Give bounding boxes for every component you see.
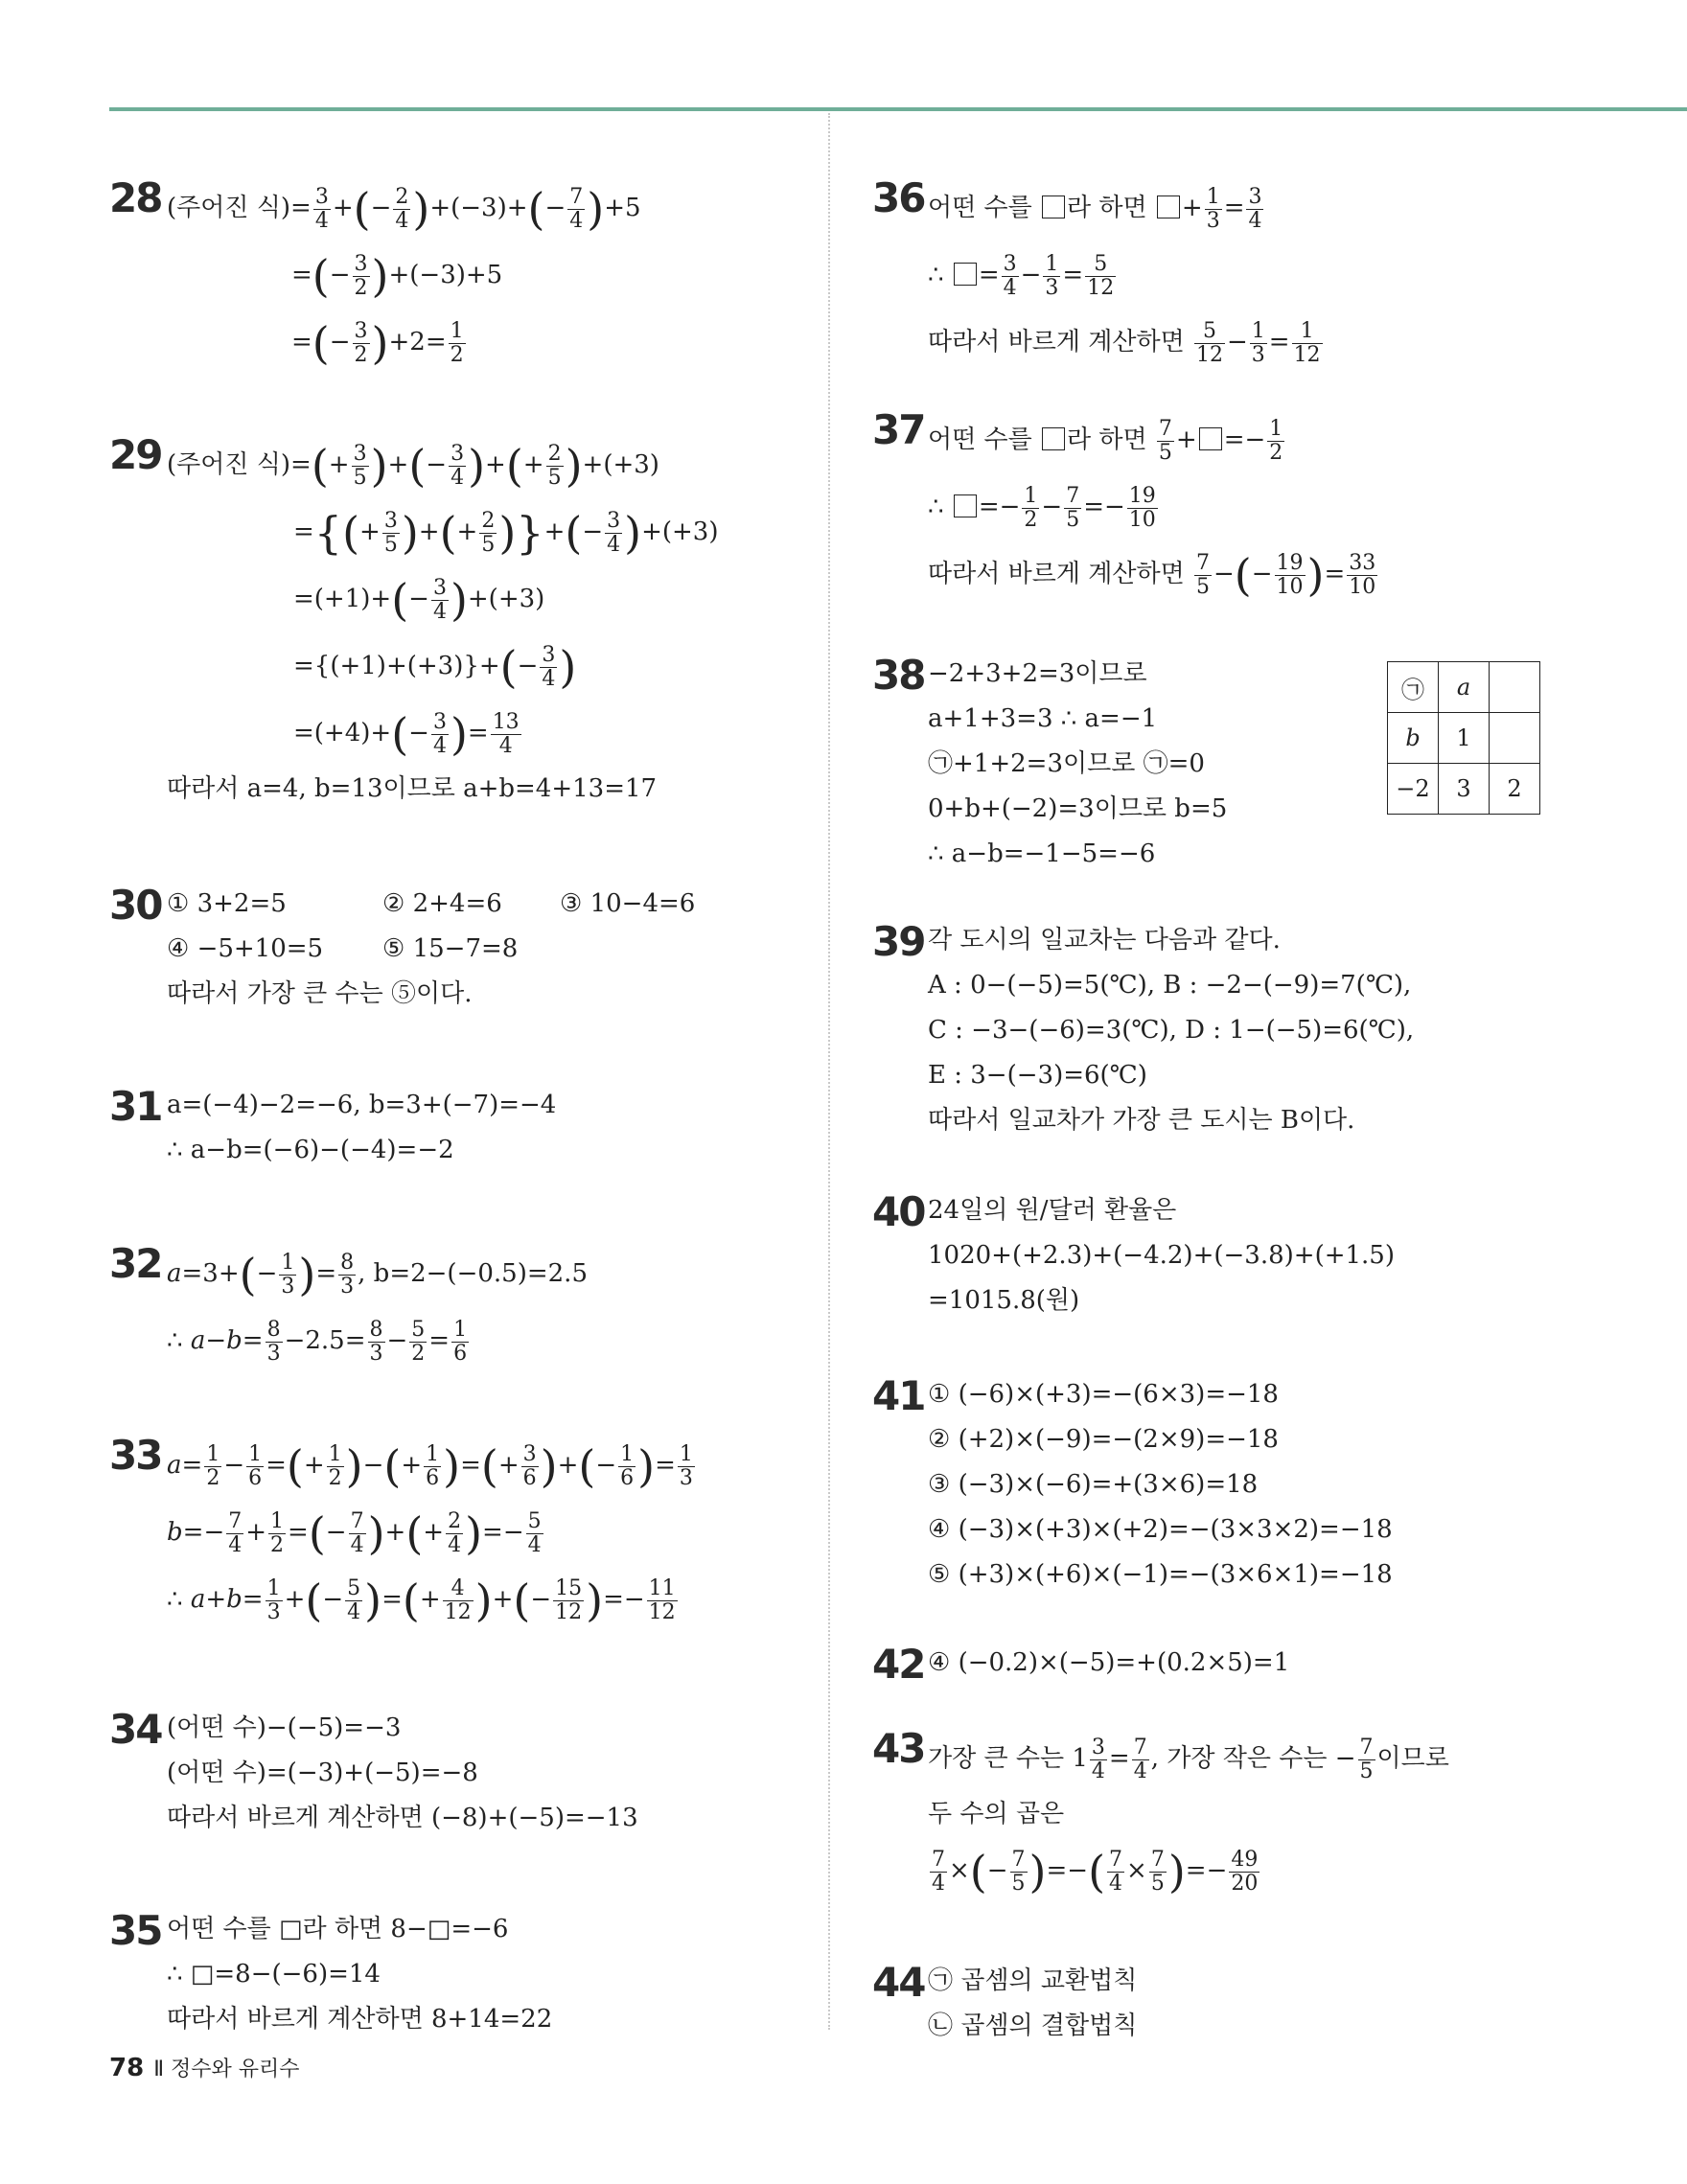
solution-line: 어떤 수를 라 하면 + $\frac{1}{3}$ = $\frac{3}{4}$ xyxy=(928,185,1262,233)
solution-line: ∴ a−b=(−6)−(−4)=−2 xyxy=(167,1136,454,1164)
solution-line: a=3+(− $\frac{1}{3}$ )= $\frac{8}{3}$ , b=2−(−0.5)=2.5 xyxy=(167,1249,588,1300)
solution-line: ∴ a+b= $\frac{1}{3}$ +(− $\frac{5}{4}$ )=(+ $\frac{4}{12}$ )+(− $\frac{15}{12}$ )=− $\frac{11}{12}$ xyxy=(167,1575,676,1626)
page-number: 78 xyxy=(109,2054,145,2082)
solution-line: ={(+ $\frac{3}{5}$ )+(+ $\frac{2}{5}$ )}+(− $\frac{3}{4}$ )+(+3) xyxy=(293,507,719,559)
grid-cell: 3 xyxy=(1439,764,1490,815)
grid-cell: b xyxy=(1388,713,1439,764)
page-footer xyxy=(109,2053,300,2082)
solution-line: ∴ a−b= $\frac{8}{3}$ −2.5= $\frac{8}{3}$ − $\frac{5}{2}$ = $\frac{1}{6}$ xyxy=(167,1318,468,1366)
solution-line: (주어진 식)= $\frac{3}{4}$ +(− $\frac{2}{4}$ )+(−3)+(− $\frac{7}{4}$ )+5 xyxy=(167,183,641,235)
solution-line: 각 도시의 일교차는 다음과 같다. xyxy=(928,926,1281,954)
top-rule xyxy=(109,107,1687,111)
problem-number: 30 xyxy=(109,882,162,929)
solution-line: =(− $\frac{3}{2}$ )+2= $\frac{1}{2}$ xyxy=(291,317,464,369)
blank-box xyxy=(1157,195,1180,218)
blank-box xyxy=(1199,427,1222,450)
grid-cell xyxy=(1490,662,1540,713)
solution-conclusion: 따라서 바르게 계산하면 $\frac{7}{5}$ −(− $\frac{19}{10}$ )= $\frac{33}{10}$ xyxy=(928,549,1376,601)
solution-line: ① (−6)×(+3)=−(6×3)=−18 xyxy=(928,1380,1279,1409)
blank-box xyxy=(954,263,977,286)
solution-line: =(+4)+(− $\frac{3}{4}$ )= $\frac{13}{4}$ xyxy=(293,708,520,760)
solution-line: ∴ □=8−(−6)=14 xyxy=(167,1960,381,1989)
solution-line: 어떤 수를 라 하면 $\frac{7}{5}$ + =− $\frac{1}{2}$ xyxy=(928,417,1283,465)
solution-line: C : −3−(−6)=3(℃), D : 1−(−5)=6(℃), xyxy=(928,1016,1415,1045)
column-divider xyxy=(828,113,830,2030)
problem-number: 31 xyxy=(109,1083,162,1130)
grid-cell: ㉠ xyxy=(1388,662,1439,713)
solution-line: 1020+(+2.3)+(−4.2)+(−3.8)+(+1.5) xyxy=(928,1241,1395,1270)
solution-line: a+1+3=3 ∴ a=−1 xyxy=(928,704,1158,733)
magic-square-grid xyxy=(1387,661,1540,815)
solution-line: a= $\frac{1}{2}$ − $\frac{1}{6}$ =(+ $\frac{1}{2}$ )−(+ $\frac{1}{6}$ )=(+ $\frac{3}{6}$ )+(− $\frac{1}{6}$ )= $\frac{1}{3}$ xyxy=(167,1440,693,1492)
solution-line: A : 0−(−5)=5(℃), B : −2−(−9)=7(℃), xyxy=(928,971,1412,1000)
blank-box xyxy=(1042,195,1065,218)
solution-line: E : 3−(−3)=6(℃) xyxy=(928,1061,1147,1090)
problem-number: 37 xyxy=(872,406,925,453)
solution-conclusion: 따라서 일교차가 가장 큰 도시는 B이다. xyxy=(928,1106,1355,1135)
solution-conclusion: 따라서 바르게 계산하면 $\frac{5}{12}$ − $\frac{1}{3}$ = $\frac{1}{12}$ xyxy=(928,319,1321,367)
blank-box xyxy=(954,494,977,517)
solution-line: (주어진 식)=(+ $\frac{3}{5}$ )+(− $\frac{3}{4}$ )+(+ $\frac{2}{5}$ )+(+3) xyxy=(167,440,659,492)
solution-line: ㉠ 곱셈의 교환법칙 xyxy=(928,1966,1138,1995)
problem-number: 33 xyxy=(109,1432,162,1479)
solution-line: 0+b+(−2)=3이므로 b=5 xyxy=(928,794,1228,823)
grid-cell: a xyxy=(1439,662,1490,713)
grid-cell: 2 xyxy=(1490,764,1540,815)
solution-line: ∴ = $\frac{3}{4}$ − $\frac{1}{3}$ = $\frac{5}{12}$ xyxy=(928,252,1115,300)
solution-line: ={(+1)+(+3)}+(− $\frac{3}{4}$ ) xyxy=(293,641,577,693)
solution-line: ∴ =− $\frac{1}{2}$ − $\frac{7}{5}$ =− $\frac{19}{10}$ xyxy=(928,484,1156,532)
solution-conclusion: 따라서 a=4, b=13이므로 a+b=4+13=17 xyxy=(167,774,658,803)
section-title: Ⅱ 정수와 유리수 xyxy=(153,2058,300,2081)
blank-box xyxy=(1042,427,1065,450)
problem-number: 39 xyxy=(872,918,925,965)
solution-line: $\frac{7}{4}$ ×(− $\frac{7}{5}$ )=−( $\frac{7}{4}$ × $\frac{7}{5}$ )=− $\frac{49}{20}$ xyxy=(932,1846,1259,1897)
solution-line: ④ −5+10=5 ⑤ 15−7=8 xyxy=(167,934,519,963)
solution-line: 가장 큰 수는 1 $\frac{3}{4}$ = $\frac{7}{4}$ , 가장 작은 수는 − $\frac{7}{5}$ 이므로 xyxy=(928,1736,1449,1783)
solution-line: 어떤 수를 □라 하면 8−□=−6 xyxy=(167,1915,509,1943)
grid-cell xyxy=(1490,713,1540,764)
solution-line: =(− $\frac{3}{2}$ )+(−3)+5 xyxy=(291,250,503,302)
solution-line: −2+3+2=3이므로 xyxy=(928,659,1147,688)
problem-number: 43 xyxy=(872,1725,925,1772)
solution-line: 24일의 원/달러 환율은 xyxy=(928,1196,1177,1225)
solution-line: 두 수의 곱은 xyxy=(928,1800,1065,1828)
solution-line: ① 3+2=5 ② 2+4=6 ③ 10−4=6 xyxy=(167,889,696,918)
problem-number: 44 xyxy=(872,1959,925,2006)
grid-cell: 1 xyxy=(1439,713,1490,764)
problem-number: 41 xyxy=(872,1372,925,1419)
solution-conclusion: 따라서 가장 큰 수는 ⑤이다. xyxy=(167,979,473,1008)
solution-line: (어떤 수)−(−5)=−3 xyxy=(167,1713,402,1742)
solution-line: ㉠+1+2=3이므로 ㉠=0 xyxy=(928,749,1205,778)
solution-conclusion: 따라서 바르게 계산하면 8+14=22 xyxy=(167,2005,553,2034)
problem-number: 38 xyxy=(872,652,925,699)
problem-number: 28 xyxy=(109,174,162,221)
solution-line: ② (+2)×(−9)=−(2×9)=−18 xyxy=(928,1425,1279,1454)
problem-number: 29 xyxy=(109,431,162,478)
solution-line: =(+1)+(− $\frac{3}{4}$ )+(+3) xyxy=(293,574,545,626)
problem-number: 40 xyxy=(872,1188,925,1235)
solution-line: ∴ a−b=−1−5=−6 xyxy=(928,839,1156,868)
problem-number: 34 xyxy=(109,1706,162,1753)
grid-cell: −2 xyxy=(1388,764,1439,815)
solution-line: ④ (−0.2)×(−5)=+(0.2×5)=1 xyxy=(928,1648,1290,1677)
solution-conclusion: 따라서 바르게 계산하면 (−8)+(−5)=−13 xyxy=(167,1804,638,1832)
solution-line: a=(−4)−2=−6, b=3+(−7)=−4 xyxy=(167,1091,557,1119)
problem-number: 35 xyxy=(109,1907,162,1954)
problem-number: 32 xyxy=(109,1240,162,1287)
solution-line: =1015.8(원) xyxy=(928,1286,1080,1315)
solution-line: ③ (−3)×(−6)=+(3×6)=18 xyxy=(928,1470,1259,1499)
solution-line: ㉡ 곱셈의 결합법칙 xyxy=(928,2012,1138,2040)
solution-line: (어떤 수)=(−3)+(−5)=−8 xyxy=(167,1759,478,1787)
solution-line: ④ (−3)×(+3)×(+2)=−(3×3×2)=−18 xyxy=(928,1515,1393,1544)
solution-line: b=− $\frac{7}{4}$ + $\frac{1}{2}$ =(− $\frac{7}{4}$ )+(+ $\frac{2}{4}$ )=− $\frac{5}{4}$ xyxy=(167,1507,542,1559)
problem-number: 36 xyxy=(872,174,925,221)
problem-number: 42 xyxy=(872,1641,925,1688)
solution-line: ⑤ (+3)×(+6)×(−1)=−(3×6×1)=−18 xyxy=(928,1560,1393,1589)
